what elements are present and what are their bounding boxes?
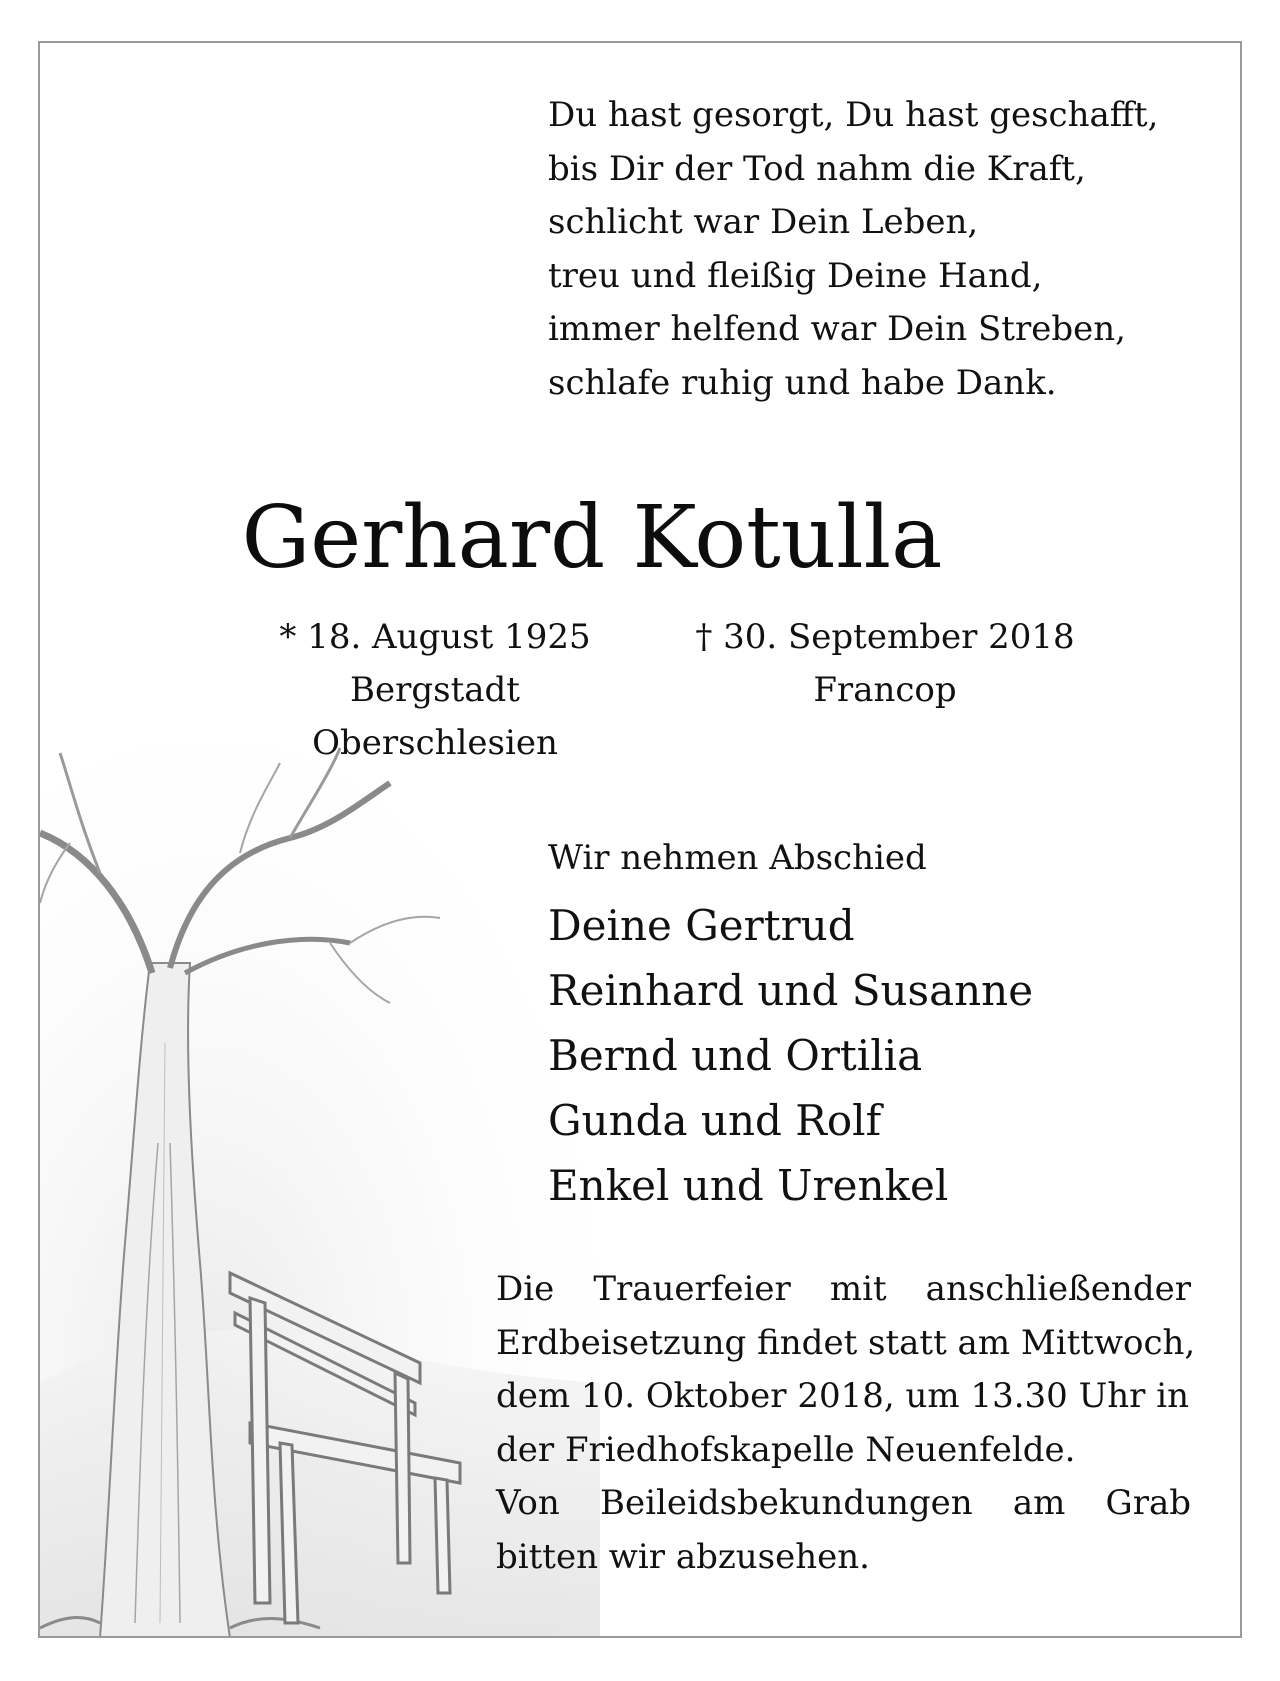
mourner: Enkel und Urenkel <box>548 1161 949 1210</box>
mourner: Reinhard und Susanne <box>548 966 1034 1015</box>
poem-line: immer helfend war Dein Streben, <box>548 309 1126 349</box>
poem-line: bis Dir der Tod nahm die Kraft, <box>548 148 1086 189</box>
ceremony-line: der Friedhofskapelle Neuenfelde. <box>496 1429 1076 1470</box>
ceremony-word: anschließender <box>925 1269 1191 1309</box>
birth-date: * 18. August 1925 <box>279 617 591 657</box>
birth-info <box>250 611 620 770</box>
death-info <box>685 611 1085 717</box>
mourners-list <box>548 893 1033 1218</box>
ceremony-word: Von <box>496 1483 560 1523</box>
birth-region: Oberschlesien <box>312 723 558 763</box>
birth-place: Bergstadt <box>350 670 520 710</box>
ceremony-word: Beileidsbekundungen <box>599 1483 973 1523</box>
farewell-intro: Wir nehmen Abschied <box>548 838 927 878</box>
ceremony-word: Die <box>496 1269 555 1309</box>
obituary-frame <box>38 41 1242 1638</box>
ceremony-line <box>496 1477 1191 1531</box>
deceased-name-block <box>40 488 1242 588</box>
ceremony-line: dem 10. Oktober 2018, um 13.30 Uhr in <box>496 1376 1189 1416</box>
ceremony-line: bitten wir abzusehen. <box>496 1536 870 1577</box>
poem-line: Du hast gesorgt, Du hast geschafft, <box>548 95 1159 135</box>
ceremony-word: mit <box>829 1269 887 1309</box>
death-date: † 30. September 2018 <box>695 617 1075 657</box>
poem-line: schlafe ruhig und habe Dank. <box>548 362 1057 403</box>
ceremony-line: Erdbeisetzung findet statt am Mittwoch, <box>496 1322 1196 1363</box>
ceremony-notice <box>496 1263 1196 1584</box>
ceremony-word: am <box>1012 1483 1066 1523</box>
ceremony-line <box>496 1263 1191 1317</box>
poem-line: schlicht war Dein Leben, <box>548 202 979 242</box>
ceremony-word: Trauerfeier <box>593 1269 791 1309</box>
death-place: Francop <box>813 670 957 710</box>
poem-line: treu und fleißig Deine Hand, <box>548 255 1043 296</box>
ceremony-word: Grab <box>1105 1483 1191 1523</box>
mourner: Bernd und Ortilia <box>548 1031 923 1080</box>
mourner: Deine Gertrud <box>548 901 855 950</box>
mourner: Gunda und Rolf <box>548 1096 882 1145</box>
deceased-name: Gerhard Kotulla <box>241 488 943 588</box>
memorial-poem <box>548 89 1158 410</box>
